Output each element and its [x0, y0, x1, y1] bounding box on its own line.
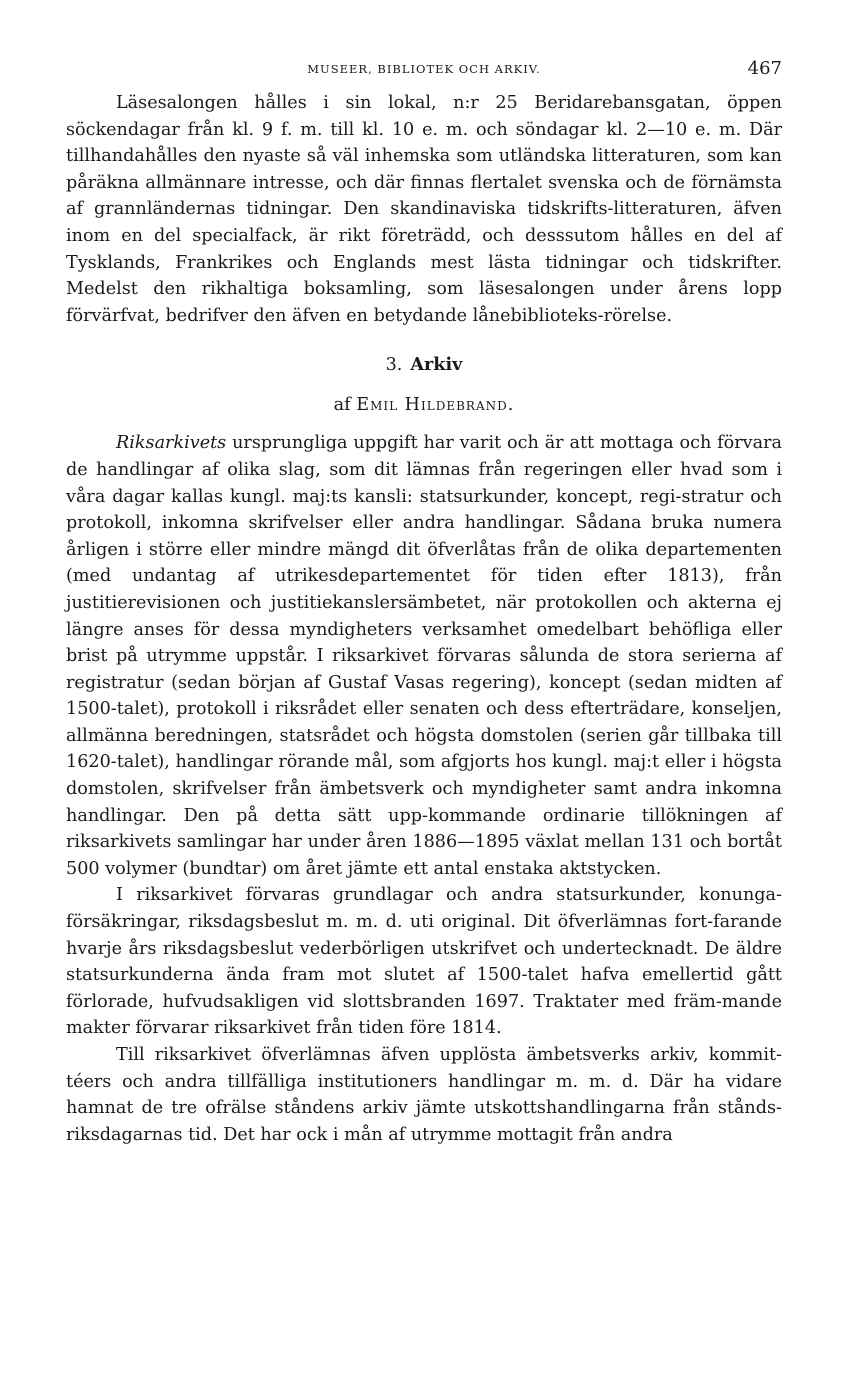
running-title: MUSEER, BIBLIOTEK OCH ARKIV. [307, 62, 541, 76]
book-page [66, 58, 782, 1148]
paragraph-lead-word: Riksarkivets [116, 433, 227, 454]
body-paragraph: I riksarkivet förvaras grundlagar och andra statsurkunder, konunga-försäkringar, riksdagsbeslut m. m. d. uti original. Dit öfverlämnas fort-farande hvarje års riksdagsbeslut vederbörligen utskrifvet och undertecknadt. De äldre statsurkunderna ända fram mot slutet af 1500-talet hafva emellertid gått förlorade, hufvudsakligen vid slottsbranden 1697. Traktater med främ-mande makter förvarar riksarkivet från tiden före 1814. [66, 885, 782, 1039]
author-prefix: af [333, 395, 351, 416]
body-paragraph [66, 430, 782, 882]
author-line [66, 392, 782, 418]
section-number: 3. [385, 355, 403, 376]
page-header [66, 58, 782, 82]
page-number: 467 [747, 58, 782, 79]
author-name: Emil Hildebrand. [356, 395, 515, 416]
section-title: Arkiv [410, 354, 463, 376]
paragraph-text: ursprungliga uppgift har varit och är att mottaga och förvara de handlingar af olika slag, som dit lämnas från regeringen eller hvad som i våra dagar kallas kungl. maj:ts kansli: statsurkunder, koncept, regi-stratur och protokoll, inkomna skrifvelser eller andra handlingar. Sådana bruka numera årligen i större eller mindre mängd dit öfverlåtas från de olika departementen (med undantag af utrikesdepartementet för tiden efter 1813), från justitierevisionen och justitiekanslersämbetet, när protokollen och akterna ej längre anses för dessa myndigheters verksamhet omedelbart behöfliga eller brist på utrymme uppstår. I riksarkivet förvaras sålunda de stora serierna af registratur (sedan början af Gustaf Vasas regering), koncept (sedan midten af 1500-talet), protokoll i riksrådet eller senaten och dess efterträdare, konseljen, allmänna beredningen, statsrådet och högsta domstolen (serien går tillbaka till 1620-talet), handlingar rörande mål, som afgjorts hos kungl. maj:t eller i högsta domstolen, skrifvelser från ämbetsverk och myndigheter samt andra inkomna handlingar. Den på detta sätt upp-kommande ordinarie tillökningen af riksarkivets samlingar har under åren 1886—1895 växlat mellan 131 och bortåt 500 volymer (bundtar) om året jämte ett antal enstaka aktstycken. [66, 433, 782, 879]
intro-paragraph: Läsesalongen hålles i sin lokal, n:r 25 Beridarebansgatan, öppen söckendagar från kl. 9 f. m. till kl. 10 e. m. och söndagar kl. 2—10 e. m. Där tillhandahålles den nyaste så väl inhemska som utländska litteraturen, som kan påräkna allmännare intresse, och där finnas flertalet svenska och de förnämsta af grannländernas tidningar. Den skandinaviska tidskrifts-litteraturen, äfven inom en del specialfack, är rikt företrädd, och desssutom hålles en del af Tysklands, Frankrikes och Englands mest lästa tidningar och tidskrifter. Medelst den rikhaltiga boksamling, som läsesalongen under årens lopp förvärfvat, bedrifver den äfven en betydande lånebiblioteks-rörelse. [66, 93, 782, 326]
section-heading [66, 352, 782, 378]
page-text [66, 90, 782, 1148]
body-paragraph: Till riksarkivet öfverlämnas äfven upplösta ämbetsverks arkiv, kommit-téers och andra tillfälliga institutioners handlingar m. m. d. Där ha vidare hamnat de tre ofrälse ståndens arkiv jämte utskottshandlingarna från stånds-riksdagarnas tid. Det har ock i mån af utrymme mottagit från andra [66, 1045, 782, 1145]
